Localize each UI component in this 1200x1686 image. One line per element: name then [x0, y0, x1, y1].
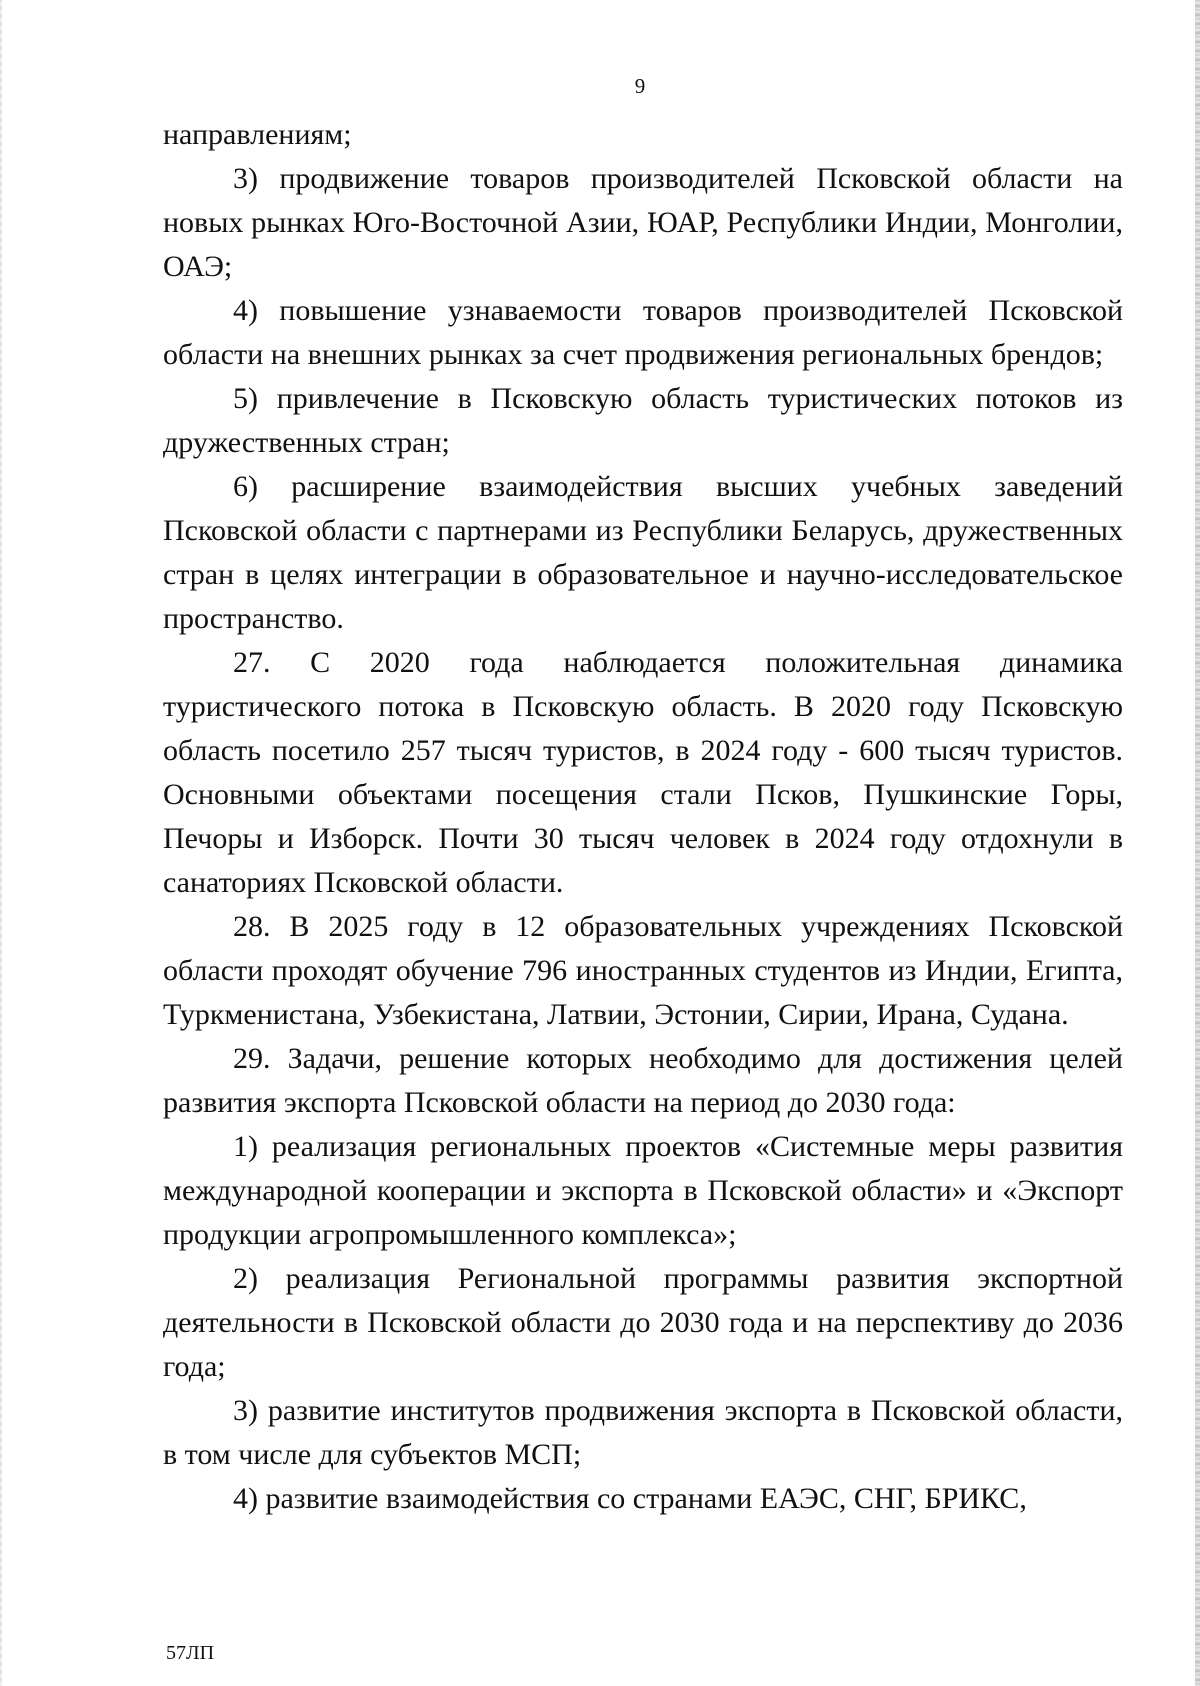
list-item-4: 4) повышение узнаваемости товаров производителей Псковской области на внешних рынках за счет продвижения региональных брендов;: [163, 294, 1123, 371]
task-item-1: 1) реализация региональных проектов «Системные меры развития международной кооперации и экспорта в Псковской области» и «Экспорт продукции агропромышленного комплекса»;: [163, 1130, 1123, 1251]
section-28-paragraph: 28. В 2025 году в 12 образовательных учреждениях Псковской области проходят обучение 796 иностранных студентов из Индии, Египта, Туркменистана, Узбекистана, Латвии, Эстонии, Сирии, Ирана, Судана.: [163, 910, 1123, 1031]
task-item-4: 4) развитие взаимодействия со странами ЕАЭС, СНГ, БРИКС,: [233, 1482, 1027, 1515]
list-item-5: 5) привлечение в Псковскую область туристических потоков из дружественных стран;: [163, 382, 1123, 459]
footer-document-code: 57ЛП: [166, 1642, 215, 1664]
section-29-paragraph: 29. Задачи, решение которых необходимо для достижения целей развития экспорта Псковской области на период до 2030 года:: [163, 1042, 1123, 1119]
list-item-3: 3) продвижение товаров производителей Псковской области на новых рынках Юго-Восточной Азии, ЮАР, Республики Индии, Монголии, ОАЭ;: [163, 162, 1123, 283]
scan-edge-artifact-left: [0, 0, 2, 1686]
task-item-2: 2) реализация Региональной программы развития экспортной деятельности в Псковской области до 2030 года и на перспективу до 2036 года;: [163, 1262, 1123, 1383]
task-item-3: 3) развитие институтов продвижения экспорта в Псковской области, в том числе для субъектов МСП;: [163, 1394, 1123, 1471]
paragraph-continuation: направлениям;: [163, 118, 352, 151]
section-27-paragraph: 27. С 2020 года наблюдается положительная динамика туристического потока в Псковскую область. В 2020 году Псковскую область посетило 257 тысяч туристов, в 2024 году - 600 тысяч туристов. Основными объектами посещения стали Псков, Пушкинские Горы, Печоры и Изборск. Почти 30 тысяч человек в 2024 году отдохнули в санаториях Псковской области.: [163, 646, 1123, 899]
document-body: [163, 113, 1123, 1521]
page-number: 9: [634, 74, 646, 98]
list-item-6: 6) расширение взаимодействия высших учебных заведений Псковской области с партнерами из Республики Беларусь, дружественных стран в целях интеграции в образовательное и научно-исследовательское пространство.: [163, 470, 1123, 635]
scan-edge-artifact-right: [1195, 0, 1200, 1686]
